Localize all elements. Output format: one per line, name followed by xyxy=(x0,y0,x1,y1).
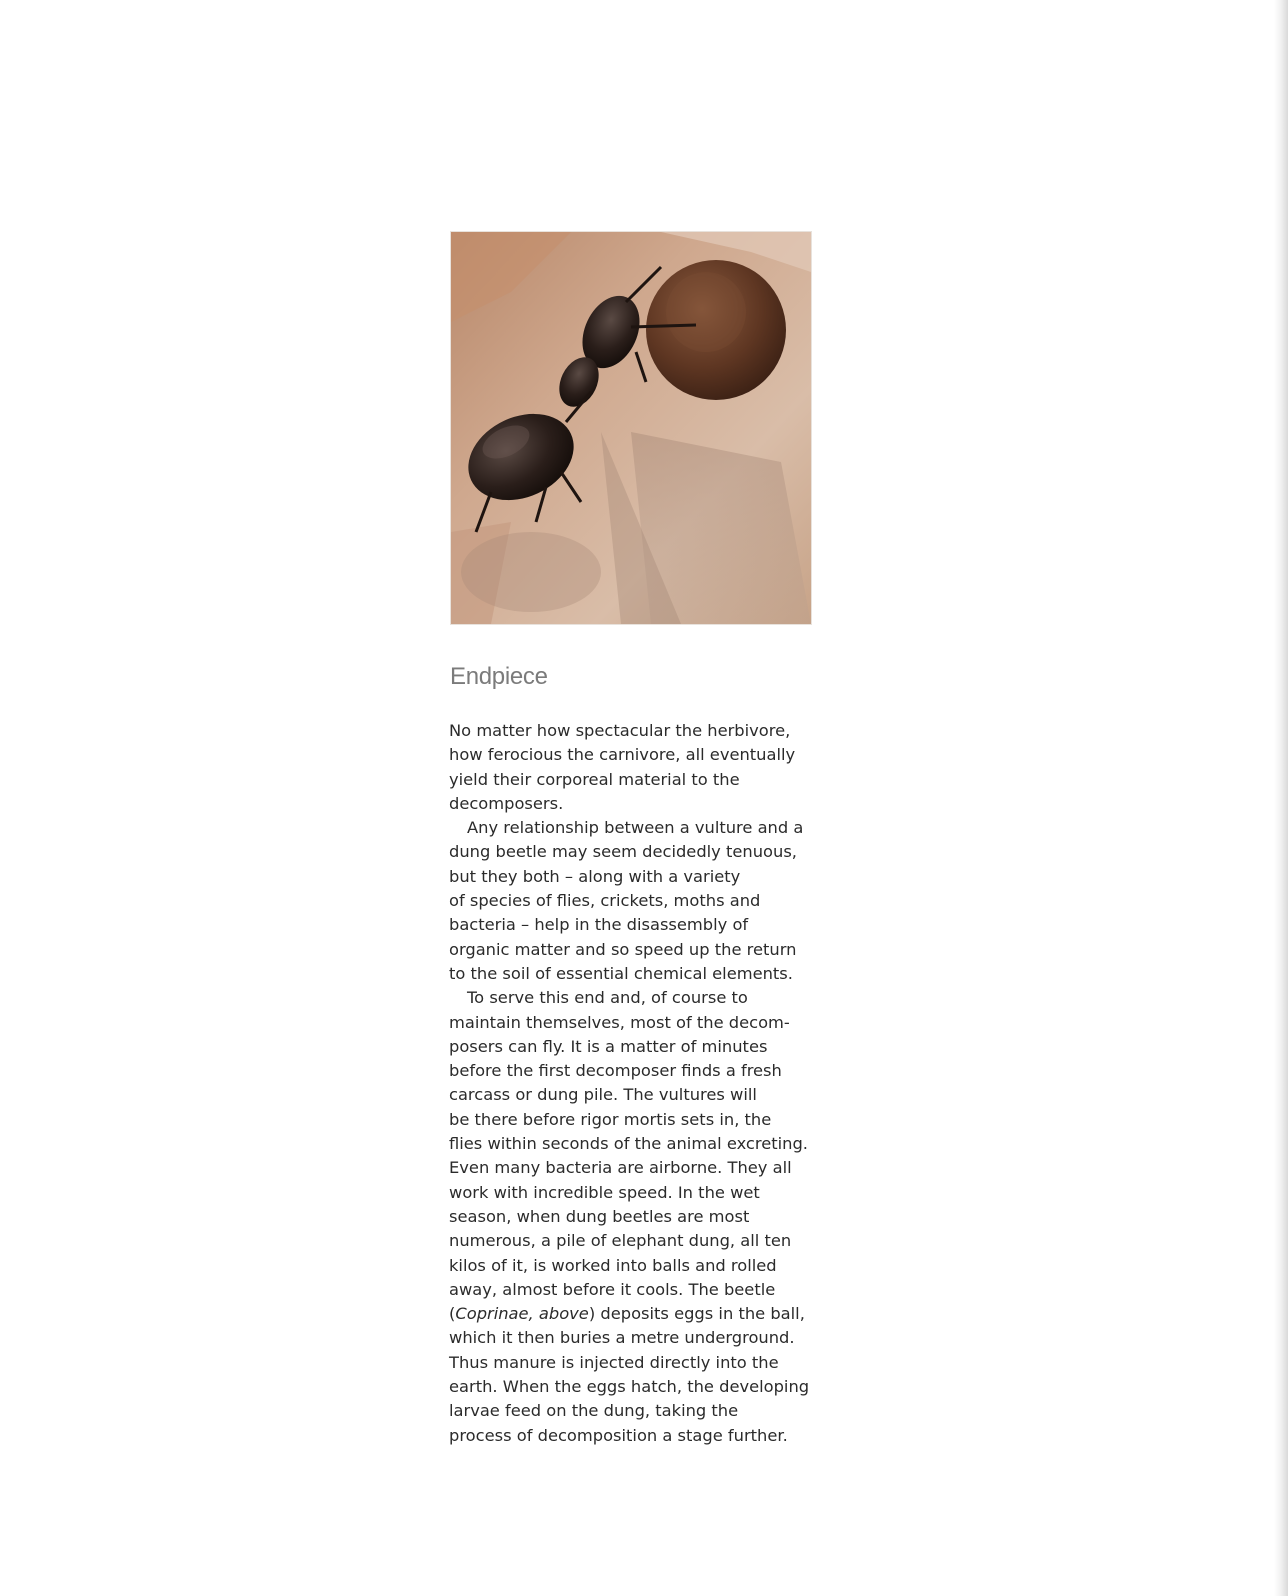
text-line: carcass or dung pile. The vultures will xyxy=(449,1085,757,1105)
text-line: earth. When the eggs hatch, the developing xyxy=(449,1377,810,1397)
page-title: Endpiece xyxy=(450,663,548,690)
text-line: organic matter and so speed up the return xyxy=(449,939,797,959)
text-line: season, when dung beetles are most xyxy=(449,1206,750,1226)
text-line-with-caption-ref xyxy=(449,1302,821,1326)
page-edge-shadow xyxy=(1274,0,1288,1596)
text-line: yield their corporeal material to the xyxy=(449,769,740,789)
text-line: Any relationship between a vulture and a xyxy=(467,818,804,838)
text-line: how ferocious the carnivore, all eventually xyxy=(449,745,796,765)
text-line: maintain themselves, most of the decom- xyxy=(449,1012,790,1032)
text-line: but they both – along with a variety xyxy=(449,866,741,886)
text-line: kilos of it, is worked into balls and rolled xyxy=(449,1255,777,1275)
text-line: numerous, a pile of elephant dung, all ten xyxy=(449,1231,792,1251)
text-line: Thus manure is injected directly into the xyxy=(449,1352,779,1372)
text-line: Even many bacteria are airborne. They all xyxy=(449,1158,792,1178)
text-line: decomposers. xyxy=(449,793,564,813)
text-line: be there before rigor mortis sets in, the xyxy=(449,1109,772,1129)
text-line: posers can fly. It is a matter of minutes xyxy=(449,1036,768,1056)
text-line: which it then buries a metre underground. xyxy=(449,1328,795,1348)
text-line: before the first decomposer finds a fresh xyxy=(449,1061,782,1081)
text-line: dung beetle may seem decidedly tenuous, xyxy=(449,842,797,862)
text-line: bacteria – help in the disassembly of xyxy=(449,915,749,935)
text-line: of species of flies, crickets, moths and xyxy=(449,891,761,911)
dung-beetle-photo xyxy=(451,232,811,624)
text-line: flies within seconds of the animal excreting. xyxy=(449,1134,808,1154)
text-line: work with incredible speed. In the wet xyxy=(449,1182,760,1202)
caption-ref-species: Coprinae, above xyxy=(455,1304,589,1324)
article-body xyxy=(449,719,821,1448)
text-line: to the soil of essential chemical elements. xyxy=(449,963,793,983)
text-line: process of decomposition a stage further. xyxy=(449,1425,788,1445)
text-line: No matter how spectacular the herbivore, xyxy=(449,721,791,740)
text-line: larvae feed on the dung, taking the xyxy=(449,1401,739,1421)
text-line: To serve this end and, of course to xyxy=(467,988,748,1008)
text-line-fragment: deposits eggs in the ball, xyxy=(600,1304,805,1324)
caption-ref-close: ) xyxy=(588,1304,596,1324)
text-line: away, almost before it cools. The beetle xyxy=(449,1279,776,1299)
caption-ref-open: ( xyxy=(449,1304,456,1324)
